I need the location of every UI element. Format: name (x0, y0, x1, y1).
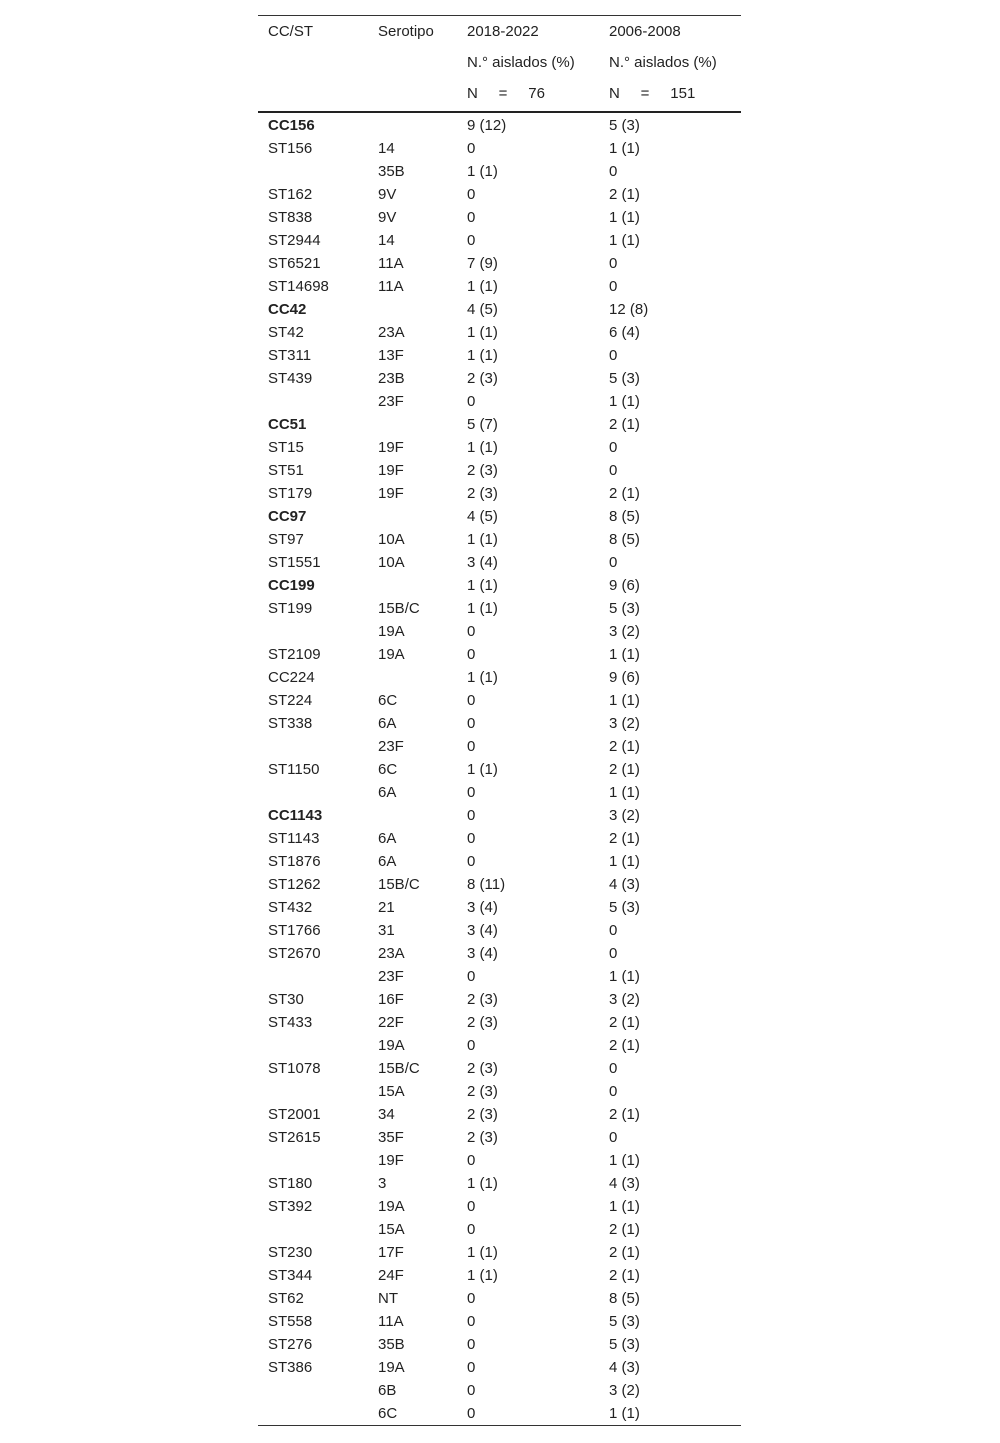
cell-2006-2008: 9 (6) (609, 577, 640, 594)
table-row (258, 366, 741, 389)
cell-2018-2022: 0 (467, 232, 476, 249)
cell-cc-st: ST432 (268, 899, 313, 916)
cell-2006-2008: 1 (1) (609, 784, 640, 801)
serotype-table (258, 15, 741, 1426)
cell-2006-2008: 0 (609, 347, 618, 364)
cell-2018-2022: 2 (3) (467, 1106, 498, 1123)
cell-serotipo: 23F (378, 393, 404, 410)
cell-2006-2008: 0 (609, 1060, 618, 1077)
cell-2006-2008: 0 (609, 439, 618, 456)
table-row (258, 435, 741, 458)
cell-cc-st: ST392 (268, 1198, 313, 1215)
cell-serotipo: NT (378, 1290, 398, 1307)
cell-2018-2022: 0 (467, 715, 476, 732)
cell-2006-2008: 1 (1) (609, 393, 640, 410)
cell-2006-2008: 3 (2) (609, 1382, 640, 1399)
table-row (258, 1263, 741, 1286)
cell-2006-2008: 0 (609, 255, 618, 272)
cell-2018-2022: 2 (3) (467, 462, 498, 479)
cell-serotipo: 3 (378, 1175, 387, 1192)
cell-2018-2022: 0 (467, 830, 476, 847)
cell-2018-2022: 0 (467, 784, 476, 801)
cell-cc-st: ST1766 (268, 922, 321, 939)
table-body (258, 113, 741, 1424)
table-row (258, 251, 741, 274)
cell-2006-2008: 5 (3) (609, 899, 640, 916)
cell-serotipo: 23F (378, 968, 404, 985)
cell-2018-2022: 1 (1) (467, 600, 498, 617)
cell-2018-2022: 1 (1) (467, 347, 498, 364)
cell-cc-st: ST97 (268, 531, 304, 548)
cell-2018-2022: 0 (467, 393, 476, 410)
cell-2006-2008: 9 (6) (609, 669, 640, 686)
table-row (258, 1033, 741, 1056)
cell-2018-2022: 0 (467, 738, 476, 755)
cell-2006-2008: 4 (3) (609, 1175, 640, 1192)
cell-2018-2022: 1 (1) (467, 577, 498, 594)
cell-2006-2008: 2 (1) (609, 1106, 640, 1123)
cell-cc-st: ST15 (268, 439, 304, 456)
table-row (258, 734, 741, 757)
cell-2018-2022: 1 (1) (467, 531, 498, 548)
cell-2006-2008: 2 (1) (609, 1267, 640, 1284)
cell-2018-2022: 4 (5) (467, 508, 498, 525)
cell-serotipo: 19F (378, 439, 404, 456)
cell-serotipo: 21 (378, 899, 395, 916)
cell-serotipo: 9V (378, 186, 397, 203)
cell-cc-st: ST439 (268, 370, 313, 387)
cell-serotipo: 16F (378, 991, 404, 1008)
cell-cc-st: ST1143 (268, 830, 320, 847)
cell-serotipo: 23B (378, 370, 405, 387)
cell-serotipo: 10A (378, 531, 405, 548)
cell-2006-2008: 0 (609, 1129, 618, 1146)
cell-serotipo: 23A (378, 324, 405, 341)
table-row (258, 1056, 741, 1079)
cell-serotipo: 14 (378, 232, 395, 249)
cell-2018-2022: 3 (4) (467, 945, 498, 962)
cell-2006-2008: 3 (2) (609, 807, 640, 824)
table-row (258, 1355, 741, 1378)
cell-2018-2022: 2 (3) (467, 485, 498, 502)
table-bottom-rule (258, 1425, 741, 1426)
cell-serotipo: 24F (378, 1267, 404, 1284)
table-row (258, 1309, 741, 1332)
cell-2006-2008: 4 (3) (609, 876, 640, 893)
table-row (258, 481, 741, 504)
cell-2018-2022: 0 (467, 1221, 476, 1238)
cell-2018-2022: 0 (467, 623, 476, 640)
cell-2006-2008: 0 (609, 163, 618, 180)
cell-cc-st: ST311 (268, 347, 312, 364)
cell-2006-2008: 5 (3) (609, 600, 640, 617)
table-row (258, 711, 741, 734)
cell-2006-2008: 5 (3) (609, 1313, 640, 1330)
cell-cc-st: ST338 (268, 715, 313, 732)
cell-serotipo: 17F (378, 1244, 404, 1261)
cell-2006-2008: 1 (1) (609, 853, 640, 870)
table-row (258, 987, 741, 1010)
cell-2018-2022: 0 (467, 807, 476, 824)
cell-cc-st: ST156 (268, 140, 313, 157)
cell-2018-2022: 0 (467, 968, 476, 985)
header-n-2006-2008: N = 151 (609, 85, 696, 102)
header-cc-st: CC/ST (268, 23, 313, 40)
cell-cc-st: ST14698 (268, 278, 329, 295)
table-row (258, 803, 741, 826)
cell-serotipo: 11A (378, 1313, 404, 1330)
table-row (258, 274, 741, 297)
cell-2018-2022: 2 (3) (467, 370, 498, 387)
cell-serotipo: 6A (378, 830, 397, 847)
cell-2018-2022: 0 (467, 1037, 476, 1054)
cell-serotipo: 10A (378, 554, 405, 571)
header-period-2018-2022: 2018-2022 (467, 23, 539, 40)
table-row (258, 619, 741, 642)
cell-cc-st: CC199 (268, 577, 315, 594)
table-row (258, 849, 741, 872)
cell-2018-2022: 2 (3) (467, 1129, 498, 1146)
table-row (258, 297, 741, 320)
cell-2018-2022: 0 (467, 1313, 476, 1330)
table-row (258, 1010, 741, 1033)
cell-2006-2008: 2 (1) (609, 1037, 640, 1054)
cell-2018-2022: 2 (3) (467, 1014, 498, 1031)
cell-cc-st: CC51 (268, 416, 307, 433)
cell-2018-2022: 4 (5) (467, 301, 498, 318)
cell-cc-st: ST230 (268, 1244, 313, 1261)
cell-cc-st: ST2670 (268, 945, 321, 962)
cell-cc-st: ST1876 (268, 853, 321, 870)
cell-2018-2022: 1 (1) (467, 163, 498, 180)
header-isolates-2018-2022: N.° aislados (%) (467, 54, 575, 71)
cell-cc-st: ST2944 (268, 232, 321, 249)
cell-2006-2008: 1 (1) (609, 1152, 640, 1169)
table-row (258, 872, 741, 895)
cell-2018-2022: 5 (7) (467, 416, 498, 433)
table-row (258, 527, 741, 550)
cell-2018-2022: 1 (1) (467, 761, 498, 778)
cell-serotipo: 6A (378, 853, 397, 870)
cell-2006-2008: 1 (1) (609, 209, 640, 226)
cell-cc-st: ST386 (268, 1359, 313, 1376)
cell-serotipo: 35B (378, 1336, 405, 1353)
header-row (258, 16, 741, 47)
cell-serotipo: 23F (378, 738, 404, 755)
cell-2006-2008: 6 (4) (609, 324, 640, 341)
cell-cc-st: CC156 (268, 117, 315, 134)
cell-2006-2008: 0 (609, 945, 618, 962)
cell-2006-2008: 5 (3) (609, 370, 640, 387)
cell-2018-2022: 0 (467, 1152, 476, 1169)
table-row (258, 205, 741, 228)
table-row (258, 826, 741, 849)
cell-serotipo: 34 (378, 1106, 395, 1123)
table-row (258, 1079, 741, 1102)
table-row (258, 389, 741, 412)
table-row (258, 1171, 741, 1194)
cell-serotipo: 19F (378, 462, 404, 479)
cell-cc-st: CC97 (268, 508, 307, 525)
cell-2018-2022: 1 (1) (467, 1244, 498, 1261)
cell-2006-2008: 2 (1) (609, 186, 640, 203)
cell-2006-2008: 2 (1) (609, 830, 640, 847)
cell-2006-2008: 3 (2) (609, 991, 640, 1008)
cell-2018-2022: 0 (467, 1405, 476, 1422)
cell-serotipo: 6B (378, 1382, 397, 1399)
cell-serotipo: 6C (378, 761, 398, 778)
cell-serotipo: 19F (378, 485, 404, 502)
cell-2018-2022: 0 (467, 1198, 476, 1215)
table-row (258, 228, 741, 251)
table-row (258, 412, 741, 435)
cell-serotipo: 11A (378, 278, 404, 295)
cell-2006-2008: 2 (1) (609, 738, 640, 755)
cell-2006-2008: 8 (5) (609, 508, 640, 525)
table-row (258, 895, 741, 918)
table-row (258, 1217, 741, 1240)
cell-cc-st: ST42 (268, 324, 304, 341)
table-row (258, 941, 741, 964)
table-row (258, 320, 741, 343)
cell-2006-2008: 8 (5) (609, 1290, 640, 1307)
cell-2018-2022: 0 (467, 1290, 476, 1307)
table-row (258, 159, 741, 182)
cell-serotipo: 6A (378, 784, 397, 801)
cell-cc-st: ST2001 (268, 1106, 321, 1123)
cell-cc-st: ST344 (268, 1267, 313, 1284)
cell-2018-2022: 1 (1) (467, 439, 498, 456)
cell-2006-2008: 1 (1) (609, 692, 640, 709)
cell-2006-2008: 2 (1) (609, 1221, 640, 1238)
table-row (258, 1148, 741, 1171)
cell-cc-st: ST276 (268, 1336, 313, 1353)
cell-serotipo: 19A (378, 1359, 405, 1376)
cell-cc-st: CC224 (268, 669, 315, 686)
table-row (258, 964, 741, 987)
cell-2006-2008: 1 (1) (609, 140, 640, 157)
cell-cc-st: ST30 (268, 991, 304, 1008)
cell-2018-2022: 0 (467, 209, 476, 226)
cell-2006-2008: 4 (3) (609, 1359, 640, 1376)
cell-2018-2022: 1 (1) (467, 1267, 498, 1284)
table-row (258, 1378, 741, 1401)
cell-2018-2022: 0 (467, 1336, 476, 1353)
header-n-2018-2022: N = 76 (467, 85, 545, 102)
cell-cc-st: CC42 (268, 301, 307, 318)
header-serotipo: Serotipo (378, 23, 434, 40)
table-row (258, 780, 741, 803)
cell-2018-2022: 1 (1) (467, 278, 498, 295)
cell-serotipo: 13F (378, 347, 404, 364)
cell-2018-2022: 0 (467, 140, 476, 157)
table-row (258, 1286, 741, 1309)
table-row (258, 1194, 741, 1217)
header-n-row (258, 78, 741, 109)
cell-2006-2008: 0 (609, 1083, 618, 1100)
cell-serotipo: 19A (378, 1037, 405, 1054)
cell-cc-st: ST224 (268, 692, 313, 709)
cell-cc-st: ST558 (268, 1313, 313, 1330)
table-row (258, 458, 741, 481)
table-row (258, 182, 741, 205)
table-row (258, 596, 741, 619)
cell-2006-2008: 1 (1) (609, 968, 640, 985)
cell-2006-2008: 2 (1) (609, 1014, 640, 1031)
cell-2006-2008: 1 (1) (609, 1198, 640, 1215)
cell-2006-2008: 8 (5) (609, 531, 640, 548)
cell-serotipo: 35B (378, 163, 405, 180)
cell-cc-st: ST62 (268, 1290, 304, 1307)
cell-2018-2022: 2 (3) (467, 1083, 498, 1100)
cell-serotipo: 6C (378, 692, 398, 709)
cell-2018-2022: 1 (1) (467, 324, 498, 341)
cell-2018-2022: 2 (3) (467, 1060, 498, 1077)
table-row (258, 918, 741, 941)
cell-2006-2008: 1 (1) (609, 1405, 640, 1422)
table-row (258, 343, 741, 366)
cell-serotipo: 23A (378, 945, 405, 962)
table-row (258, 757, 741, 780)
cell-2006-2008: 2 (1) (609, 485, 640, 502)
cell-2018-2022: 3 (4) (467, 922, 498, 939)
cell-2018-2022: 0 (467, 1359, 476, 1376)
header-subrow (258, 47, 741, 78)
cell-2018-2022: 0 (467, 646, 476, 663)
cell-2018-2022: 7 (9) (467, 255, 498, 272)
table-row (258, 1240, 741, 1263)
cell-2018-2022: 8 (11) (467, 876, 506, 893)
header-period-2006-2008: 2006-2008 (609, 23, 681, 40)
cell-2018-2022: 1 (1) (467, 669, 498, 686)
cell-serotipo: 15A (378, 1083, 405, 1100)
cell-cc-st: CC1143 (268, 807, 323, 824)
table-row (258, 1102, 741, 1125)
cell-serotipo: 15A (378, 1221, 405, 1238)
cell-cc-st: ST2109 (268, 646, 321, 663)
cell-2006-2008: 0 (609, 554, 618, 571)
cell-2018-2022: 0 (467, 1382, 476, 1399)
cell-2006-2008: 5 (3) (609, 117, 640, 134)
cell-serotipo: 9V (378, 209, 397, 226)
table-row (258, 113, 741, 136)
cell-2018-2022: 9 (12) (467, 117, 507, 134)
cell-serotipo: 19F (378, 1152, 404, 1169)
cell-2006-2008: 2 (1) (609, 1244, 640, 1261)
cell-serotipo: 11A (378, 255, 404, 272)
cell-cc-st: ST433 (268, 1014, 313, 1031)
table-row (258, 550, 741, 573)
cell-cc-st: ST1551 (268, 554, 321, 571)
cell-cc-st: ST179 (268, 485, 313, 502)
cell-2006-2008: 3 (2) (609, 623, 640, 640)
cell-serotipo: 22F (378, 1014, 404, 1031)
cell-2018-2022: 0 (467, 692, 476, 709)
cell-cc-st: ST6521 (268, 255, 321, 272)
table-row (258, 504, 741, 527)
cell-cc-st: ST838 (268, 209, 313, 226)
table-row (258, 1125, 741, 1148)
cell-cc-st: ST51 (268, 462, 304, 479)
table-row (258, 1332, 741, 1355)
cell-2006-2008: 0 (609, 462, 618, 479)
cell-2018-2022: 3 (4) (467, 554, 498, 571)
cell-2018-2022: 2 (3) (467, 991, 498, 1008)
cell-cc-st: ST162 (268, 186, 313, 203)
cell-2006-2008: 12 (8) (609, 301, 649, 318)
cell-serotipo: 15B/C (378, 1060, 420, 1077)
table-row (258, 665, 741, 688)
cell-2006-2008: 2 (1) (609, 416, 640, 433)
cell-serotipo: 6A (378, 715, 397, 732)
cell-2018-2022: 0 (467, 853, 476, 870)
cell-2018-2022: 1 (1) (467, 1175, 498, 1192)
cell-serotipo: 15B/C (378, 876, 420, 893)
cell-2006-2008: 3 (2) (609, 715, 640, 732)
table-row (258, 642, 741, 665)
cell-serotipo: 19A (378, 623, 405, 640)
cell-2006-2008: 2 (1) (609, 761, 640, 778)
cell-serotipo: 19A (378, 1198, 405, 1215)
table-row (258, 1401, 741, 1424)
cell-serotipo: 31 (378, 922, 395, 939)
cell-cc-st: ST1150 (268, 761, 320, 778)
cell-cc-st: ST2615 (268, 1129, 321, 1146)
cell-cc-st: ST199 (268, 600, 313, 617)
cell-serotipo: 14 (378, 140, 395, 157)
cell-serotipo: 19A (378, 646, 405, 663)
header-isolates-2006-2008: N.° aislados (%) (609, 54, 717, 71)
cell-2006-2008: 0 (609, 922, 618, 939)
cell-2006-2008: 1 (1) (609, 646, 640, 663)
cell-serotipo: 35F (378, 1129, 404, 1146)
table-row (258, 688, 741, 711)
cell-cc-st: ST180 (268, 1175, 313, 1192)
cell-2018-2022: 0 (467, 186, 476, 203)
table-row (258, 136, 741, 159)
cell-serotipo: 15B/C (378, 600, 420, 617)
cell-2018-2022: 3 (4) (467, 899, 498, 916)
cell-2006-2008: 5 (3) (609, 1336, 640, 1353)
cell-cc-st: ST1262 (268, 876, 321, 893)
table-row (258, 573, 741, 596)
cell-2006-2008: 1 (1) (609, 232, 640, 249)
cell-cc-st: ST1078 (268, 1060, 321, 1077)
cell-2006-2008: 0 (609, 278, 618, 295)
cell-serotipo: 6C (378, 1405, 398, 1422)
